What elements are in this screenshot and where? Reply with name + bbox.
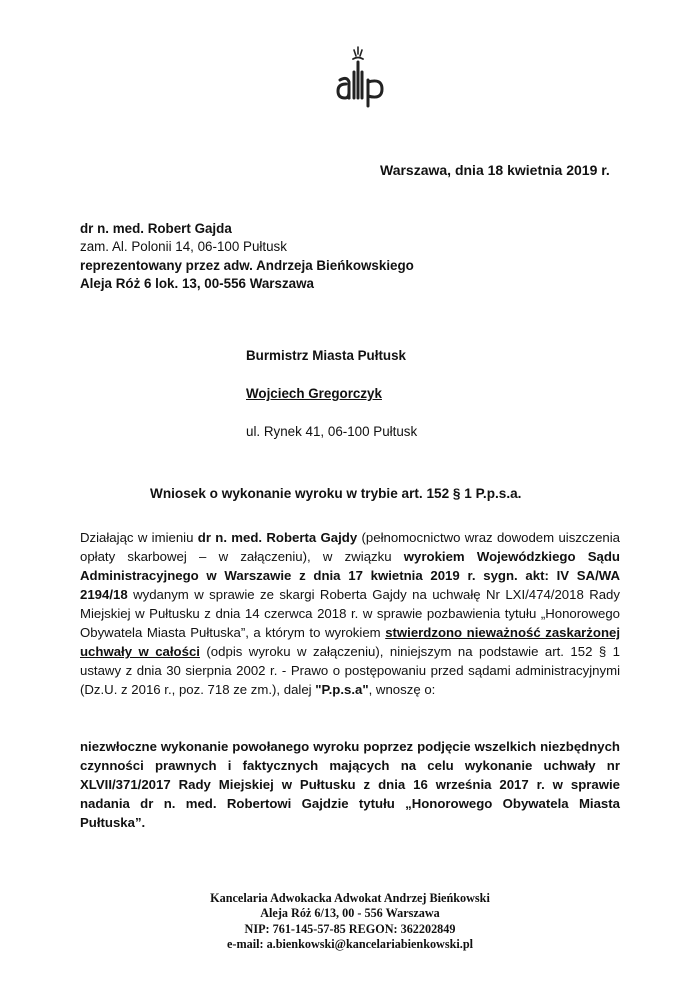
body-text: , wnoszę o: [368, 682, 436, 697]
recipient-title: Burmistrz Miasta Pułtusk [246, 348, 406, 363]
client-name: dr n. med. Roberta Gajdy [197, 530, 358, 545]
request-paragraph: niezwłoczne wykonanie powołanego wyroku poprzez podjęcie wszelkich niezbędnych czynności prawnych i faktycznych mających na celu wykonanie uchwały nr XLVII/371/2017 Rady Miejskiej w Pułtusku z dnia 16 września 2017 r. w sprawie nadania dr n. med. Robertowi Gajdzie tytułu „Honorowego Obywatela Miasta Pułtuska”. [80, 739, 620, 830]
body-text: wydanym w sprawie ze skargi Roberta Gajdy na uchwałę Nr LXI/474/2018 Rady Miejskiej w Pułtusku z dnia 14 czerwca 2018 r. w sprawie pozbawienia tytułu „Honorowego Obywatela Miasta Pułtuska”, a którym to wyrokiem [80, 587, 620, 640]
body-paragraph [80, 528, 620, 699]
footer-tax-ids: NIP: 761-145-57-85 REGON: 362202849 [244, 921, 456, 936]
sender-represented-by: reprezentowany przez adw. Andrzeja Bieńkowskiego [80, 257, 414, 273]
body-text: Działając w imieniu [80, 530, 198, 545]
body-text: (odpis wyroku w załączeniu), niniejszym na podstawie art. 152 § 1 ustawy z dnia 30 sierpnia 2002 r. - Prawo o postępowaniu przed sądami administracyjnymi (Dz.U. z 2016 r., poz. 718 ze zm.), dalej [80, 644, 621, 697]
date-line: Warszawa, dnia 18 kwietnia 2019 r. [380, 162, 610, 178]
body-text: (pełnomocnictwo wraz dowodem uiszczenia opłaty skarbowej – w załączeniu), w związku [80, 530, 621, 564]
footer-address: Aleja Róż 6/13, 00 - 556 Warszawa [260, 906, 440, 921]
recipient-address: ul. Rynek 41, 06-100 Pułtusk [246, 424, 418, 439]
letterhead-footer [150, 891, 550, 952]
subject-line: Wniosek o wykonanie wyroku w trybie art. 152 § 1 P.p.s.a. [150, 486, 522, 501]
law-office-logo-icon [334, 42, 394, 112]
footer-email: e-mail: a.bienkowski@kancelariabienkowski.pl [227, 936, 473, 951]
abbreviation: "P.p.s.a" [315, 682, 369, 697]
attorney-address: Aleja Róż 6 lok. 13, 00-556 Warszawa [80, 275, 314, 291]
footer-office-name: Kancelaria Adwokacka Adwokat Andrzej Bieńkowski [210, 891, 490, 905]
judgment-outcome: stwierdzono nieważność zaskarżonej uchwały w całości [80, 625, 620, 659]
sender-address: zam. Al. Polonii 14, 06-100 Pułtusk [80, 239, 287, 255]
recipient-name: Wojciech Gregorczyk [246, 386, 382, 401]
sender-block [80, 220, 414, 293]
judgment-reference: wyrokiem Wojewódzkiego Sądu Administracyjnego w Warszawie z dnia 17 kwietnia 2019 r. sygn. akt: IV SA/WA 2194/18 [80, 549, 620, 602]
sender-name: dr n. med. Robert Gajda [80, 221, 232, 236]
